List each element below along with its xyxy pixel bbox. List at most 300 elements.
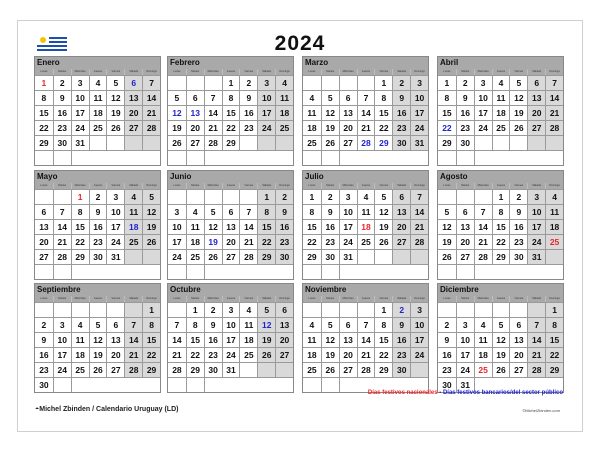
- day-cell: 10: [474, 90, 492, 105]
- empty-cell: [106, 302, 124, 317]
- weekday-label: Sábado: [257, 69, 275, 75]
- day-cell: 4: [275, 75, 293, 90]
- day-cell: 4: [474, 317, 492, 332]
- empty-cell: [142, 249, 160, 264]
- day-cell: 27: [339, 135, 357, 150]
- empty-cell: [35, 302, 53, 317]
- day-cell: 4: [239, 302, 257, 317]
- day-cell: 17: [456, 347, 474, 362]
- day-cell: 19: [257, 332, 275, 347]
- empty-cell: [303, 377, 321, 392]
- day-cell: 8: [222, 90, 240, 105]
- day-cell: 24: [168, 249, 186, 264]
- day-cell: 17: [257, 105, 275, 120]
- empty-cell: [239, 189, 257, 204]
- weekday-label: Sábado: [392, 183, 410, 189]
- day-cell: 11: [124, 204, 142, 219]
- day-cell: 1: [222, 75, 240, 90]
- day-cell: 14: [357, 105, 375, 120]
- day-cell: 23: [35, 362, 53, 377]
- day-cell: 11: [71, 332, 89, 347]
- weekday-label: Viernes: [106, 69, 124, 75]
- weekday-label: Sábado: [124, 296, 142, 302]
- day-cell: 6: [186, 90, 204, 105]
- empty-cell: [168, 189, 186, 204]
- weekday-label: Jueves: [89, 69, 107, 75]
- weekday-label: Viernes: [239, 183, 257, 189]
- empty-cell: [321, 150, 339, 165]
- day-cell: 1: [186, 302, 204, 317]
- weekday-label: Viernes: [509, 296, 527, 302]
- day-cell: 30: [35, 377, 53, 392]
- day-cell: 18: [89, 105, 107, 120]
- month-noviembre: [302, 283, 429, 393]
- day-cell: 3: [71, 75, 89, 90]
- day-cell: 9: [438, 332, 456, 347]
- day-cell: 3: [339, 189, 357, 204]
- day-cell: 10: [106, 204, 124, 219]
- day-cell: 30: [204, 362, 222, 377]
- day-cell: 15: [303, 219, 321, 234]
- day-cell: 13: [392, 204, 410, 219]
- weekday-label: Miércoles: [474, 183, 492, 189]
- day-cell: 4: [357, 189, 375, 204]
- empty-cell: [410, 249, 428, 264]
- day-cell: 4: [303, 317, 321, 332]
- day-cell: 15: [71, 219, 89, 234]
- day-cell: 22: [303, 234, 321, 249]
- day-cell: 8: [303, 204, 321, 219]
- empty-cell: [474, 302, 492, 317]
- weekday-label: Domingo: [545, 69, 563, 75]
- empty-cell: [509, 135, 527, 150]
- empty-cell: [357, 302, 375, 317]
- day-cell: 23: [89, 234, 107, 249]
- weekday-label: Domingo: [410, 183, 428, 189]
- day-cell: 1: [545, 302, 563, 317]
- day-cell: 27: [456, 249, 474, 264]
- day-cell: 5: [438, 204, 456, 219]
- day-cell: 5: [492, 317, 510, 332]
- day-cell: 10: [71, 90, 89, 105]
- day-cell: 21: [474, 234, 492, 249]
- weekday-label: Jueves: [222, 69, 240, 75]
- day-cell: 1: [374, 302, 392, 317]
- legend-national-holidays: Días festivos nacionales: [367, 390, 438, 396]
- day-cell: 5: [204, 204, 222, 219]
- day-cell: 31: [339, 249, 357, 264]
- day-cell: 27: [222, 249, 240, 264]
- day-cell: 21: [53, 234, 71, 249]
- weekday-label: Sábado: [392, 69, 410, 75]
- day-cell: 6: [509, 317, 527, 332]
- weekday-label: Lunes: [40, 184, 48, 187]
- day-cell: 8: [71, 204, 89, 219]
- day-cell: 2: [239, 75, 257, 90]
- day-cell: 22: [35, 120, 53, 135]
- empty-cell: [257, 362, 275, 377]
- month-enero: [34, 56, 161, 166]
- weekday-label: Domingo: [275, 183, 293, 189]
- day-cell: 7: [53, 204, 71, 219]
- day-cell: 23: [438, 362, 456, 377]
- weekday-label: Lunes: [40, 70, 48, 73]
- empty-cell: [321, 377, 339, 392]
- day-cell: 5: [321, 317, 339, 332]
- weekday-label: Martes: [53, 296, 71, 302]
- day-cell: 14: [53, 219, 71, 234]
- day-cell: 7: [357, 317, 375, 332]
- day-cell: 12: [321, 105, 339, 120]
- weekday-label: Martes: [186, 69, 204, 75]
- day-cell: 9: [275, 204, 293, 219]
- day-cell: 18: [275, 105, 293, 120]
- day-cell: 20: [186, 120, 204, 135]
- day-cell: 7: [357, 90, 375, 105]
- month-julio: [302, 170, 429, 280]
- day-cell: 4: [124, 189, 142, 204]
- empty-cell: [545, 249, 563, 264]
- weekday-label: Miércoles: [474, 69, 492, 75]
- day-cell: 3: [456, 317, 474, 332]
- day-cell: 17: [410, 332, 428, 347]
- day-cell: 29: [71, 249, 89, 264]
- empty-cell: [321, 75, 339, 90]
- day-cell: 27: [35, 249, 53, 264]
- day-cell: 22: [374, 347, 392, 362]
- day-cell: 29: [186, 362, 204, 377]
- day-cell: 22: [257, 234, 275, 249]
- day-cell: 26: [438, 249, 456, 264]
- day-cell: 15: [142, 332, 160, 347]
- month-septiembre: [34, 283, 161, 393]
- day-cell: 21: [239, 234, 257, 249]
- day-cell: 18: [357, 219, 375, 234]
- day-cell: 29: [303, 249, 321, 264]
- day-grid: [168, 189, 293, 279]
- day-cell: 1: [71, 189, 89, 204]
- day-cell: 26: [168, 135, 186, 150]
- day-cell: 23: [239, 120, 257, 135]
- empty-cell: [456, 150, 474, 165]
- day-cell: 24: [474, 120, 492, 135]
- day-cell: 2: [456, 75, 474, 90]
- day-cell: 9: [509, 204, 527, 219]
- day-cell: 29: [492, 249, 510, 264]
- day-cell: 18: [303, 347, 321, 362]
- weekday-label: Lunes: [308, 297, 316, 300]
- day-cell: 2: [35, 317, 53, 332]
- weekday-label: Martes: [186, 296, 204, 302]
- weekday-label: Sábado: [124, 69, 142, 75]
- day-cell: 26: [492, 362, 510, 377]
- day-cell: 11: [89, 90, 107, 105]
- day-cell: 6: [106, 317, 124, 332]
- day-cell: 19: [374, 219, 392, 234]
- weekday-label: Jueves: [222, 296, 240, 302]
- weekday-label: Jueves: [492, 183, 510, 189]
- day-cell: 25: [89, 120, 107, 135]
- day-cell: 14: [357, 332, 375, 347]
- weekday-label: Domingo: [410, 69, 428, 75]
- day-cell: 11: [239, 317, 257, 332]
- weekday-label: Domingo: [275, 296, 293, 302]
- day-cell: 19: [321, 347, 339, 362]
- day-cell: 12: [106, 90, 124, 105]
- empty-cell: [53, 264, 71, 279]
- weekday-label: Viernes: [374, 296, 392, 302]
- day-cell: 18: [303, 120, 321, 135]
- day-cell: 15: [257, 219, 275, 234]
- empty-cell: [35, 150, 53, 165]
- weekday-label: Martes: [456, 296, 474, 302]
- day-cell: 24: [106, 234, 124, 249]
- weekday-label: Miércoles: [71, 183, 89, 189]
- weekday-label: Jueves: [222, 183, 240, 189]
- day-cell: 13: [339, 332, 357, 347]
- day-cell: 10: [53, 332, 71, 347]
- weekday-label: Lunes: [443, 297, 451, 300]
- day-cell: 14: [168, 332, 186, 347]
- day-cell: 23: [509, 234, 527, 249]
- day-cell: 8: [257, 204, 275, 219]
- month-diciembre: [437, 283, 564, 393]
- day-cell: 26: [142, 234, 160, 249]
- day-cell: 15: [492, 219, 510, 234]
- day-cell: 25: [303, 362, 321, 377]
- day-cell: 10: [410, 317, 428, 332]
- day-cell: 16: [509, 219, 527, 234]
- day-cell: 4: [303, 90, 321, 105]
- day-cell: 9: [239, 90, 257, 105]
- day-cell: 12: [509, 90, 527, 105]
- weekday-label: Viernes: [239, 296, 257, 302]
- empty-cell: [106, 135, 124, 150]
- weekday-label: Sábado: [527, 69, 545, 75]
- day-cell: 13: [275, 317, 293, 332]
- weekday-label: Domingo: [142, 69, 160, 75]
- day-cell: 17: [410, 105, 428, 120]
- day-cell: 25: [492, 120, 510, 135]
- day-cell: 25: [239, 347, 257, 362]
- day-cell: 15: [35, 105, 53, 120]
- day-cell: 27: [509, 362, 527, 377]
- month-name: Mayo: [35, 171, 160, 183]
- day-cell: 20: [392, 219, 410, 234]
- empty-cell: [438, 264, 456, 279]
- weekday-label: Jueves: [89, 296, 107, 302]
- day-cell: 30: [456, 135, 474, 150]
- day-cell: 19: [509, 105, 527, 120]
- day-cell: 20: [222, 234, 240, 249]
- day-cell: 11: [303, 332, 321, 347]
- month-name: Septiembre: [35, 284, 160, 296]
- month-mayo: [34, 170, 161, 280]
- day-cell: 25: [474, 362, 492, 377]
- day-cell: 2: [438, 317, 456, 332]
- day-cell: 1: [374, 75, 392, 90]
- day-cell: 19: [168, 120, 186, 135]
- day-cell: 14: [410, 204, 428, 219]
- empty-cell: [204, 75, 222, 90]
- day-cell: 27: [106, 362, 124, 377]
- day-cell: 25: [303, 135, 321, 150]
- day-cell: 16: [89, 219, 107, 234]
- day-cell: 6: [456, 204, 474, 219]
- weekday-label: Domingo: [545, 183, 563, 189]
- weekday-label: Sábado: [392, 296, 410, 302]
- day-grid: [168, 302, 293, 392]
- day-cell: 29: [35, 135, 53, 150]
- day-cell: 14: [204, 105, 222, 120]
- day-cell: 16: [35, 347, 53, 362]
- day-cell: 24: [222, 347, 240, 362]
- day-cell: 13: [456, 219, 474, 234]
- day-cell: 28: [474, 249, 492, 264]
- day-cell: 27: [392, 234, 410, 249]
- empty-cell: [204, 189, 222, 204]
- day-cell: 6: [392, 189, 410, 204]
- day-cell: 13: [106, 332, 124, 347]
- day-cell: 26: [321, 135, 339, 150]
- empty-cell: [124, 302, 142, 317]
- day-cell: 24: [410, 120, 428, 135]
- day-cell: 20: [339, 120, 357, 135]
- day-cell: 28: [545, 120, 563, 135]
- day-cell: 21: [545, 105, 563, 120]
- empty-cell: [186, 189, 204, 204]
- notes-cell: [204, 377, 293, 392]
- day-cell: 7: [239, 204, 257, 219]
- empty-cell: [89, 302, 107, 317]
- day-cell: 30: [509, 249, 527, 264]
- day-cell: 28: [357, 135, 375, 150]
- day-grid: [303, 302, 428, 392]
- day-cell: 31: [222, 362, 240, 377]
- page-title: 2024: [274, 32, 326, 55]
- day-cell: 28: [527, 362, 545, 377]
- day-cell: 30: [392, 362, 410, 377]
- day-cell: 24: [527, 234, 545, 249]
- day-cell: 22: [186, 347, 204, 362]
- empty-cell: [303, 150, 321, 165]
- notes-cell: [474, 264, 563, 279]
- day-cell: 17: [71, 105, 89, 120]
- empty-cell: [53, 302, 71, 317]
- legend-separator: -: [437, 390, 443, 396]
- day-cell: 25: [545, 234, 563, 249]
- day-cell: 12: [321, 332, 339, 347]
- weekday-label: Jueves: [357, 296, 375, 302]
- day-cell: 29: [222, 135, 240, 150]
- weekday-label: Jueves: [357, 183, 375, 189]
- day-cell: 16: [321, 219, 339, 234]
- day-cell: 24: [456, 362, 474, 377]
- day-cell: 2: [509, 189, 527, 204]
- day-cell: 6: [222, 204, 240, 219]
- day-cell: 12: [257, 317, 275, 332]
- empty-cell: [89, 135, 107, 150]
- day-cell: 27: [124, 120, 142, 135]
- day-cell: 13: [35, 219, 53, 234]
- day-cell: 5: [257, 302, 275, 317]
- weekday-label: Jueves: [492, 296, 510, 302]
- footer-website: ©MichelZbinden.com: [522, 408, 560, 413]
- weekday-label: Sábado: [124, 183, 142, 189]
- day-grid: [303, 75, 428, 165]
- footer-credit: [35, 406, 178, 413]
- day-cell: 22: [438, 120, 456, 135]
- day-cell: 21: [357, 120, 375, 135]
- day-cell: 11: [357, 204, 375, 219]
- weekday-label: Martes: [321, 296, 339, 302]
- day-cell: 22: [222, 120, 240, 135]
- day-cell: 3: [410, 75, 428, 90]
- weekday-label: Lunes: [173, 70, 181, 73]
- weekday-label: Martes: [321, 69, 339, 75]
- day-cell: 10: [168, 219, 186, 234]
- day-cell: 8: [35, 90, 53, 105]
- day-cell: 21: [357, 347, 375, 362]
- day-cell: 14: [527, 332, 545, 347]
- empty-cell: [321, 302, 339, 317]
- day-cell: 4: [71, 317, 89, 332]
- weekday-label: Martes: [53, 69, 71, 75]
- day-cell: 28: [410, 234, 428, 249]
- weekday-label: Viernes: [106, 183, 124, 189]
- day-cell: 26: [374, 234, 392, 249]
- day-cell: 9: [35, 332, 53, 347]
- day-cell: 19: [89, 347, 107, 362]
- empty-cell: [303, 264, 321, 279]
- month-name: Enero: [35, 57, 160, 69]
- day-cell: 31: [106, 249, 124, 264]
- empty-cell: [509, 302, 527, 317]
- empty-cell: [142, 135, 160, 150]
- day-cell: 26: [321, 362, 339, 377]
- day-cell: 1: [303, 189, 321, 204]
- notes-cell: [474, 150, 563, 165]
- day-cell: 12: [492, 332, 510, 347]
- weekday-label: Lunes: [308, 184, 316, 187]
- day-cell: 11: [474, 332, 492, 347]
- day-cell: 30: [89, 249, 107, 264]
- weekday-label: Miércoles: [339, 296, 357, 302]
- day-cell: 10: [222, 317, 240, 332]
- month-name: Diciembre: [438, 284, 563, 296]
- day-cell: 20: [509, 347, 527, 362]
- weekday-label: Miércoles: [204, 183, 222, 189]
- empty-cell: [339, 302, 357, 317]
- day-cell: 27: [275, 347, 293, 362]
- day-cell: 13: [339, 105, 357, 120]
- day-cell: 19: [438, 234, 456, 249]
- empty-cell: [275, 362, 293, 377]
- day-cell: 19: [204, 234, 222, 249]
- day-cell: 30: [438, 377, 456, 392]
- weekday-label: Miércoles: [204, 296, 222, 302]
- empty-cell: [527, 135, 545, 150]
- notes-cell: [204, 264, 293, 279]
- day-cell: 24: [53, 362, 71, 377]
- day-cell: 8: [186, 317, 204, 332]
- day-cell: 7: [124, 317, 142, 332]
- weekday-label: Martes: [456, 69, 474, 75]
- day-cell: 2: [392, 302, 410, 317]
- day-cell: 18: [474, 347, 492, 362]
- day-grid: [438, 302, 563, 392]
- empty-cell: [168, 75, 186, 90]
